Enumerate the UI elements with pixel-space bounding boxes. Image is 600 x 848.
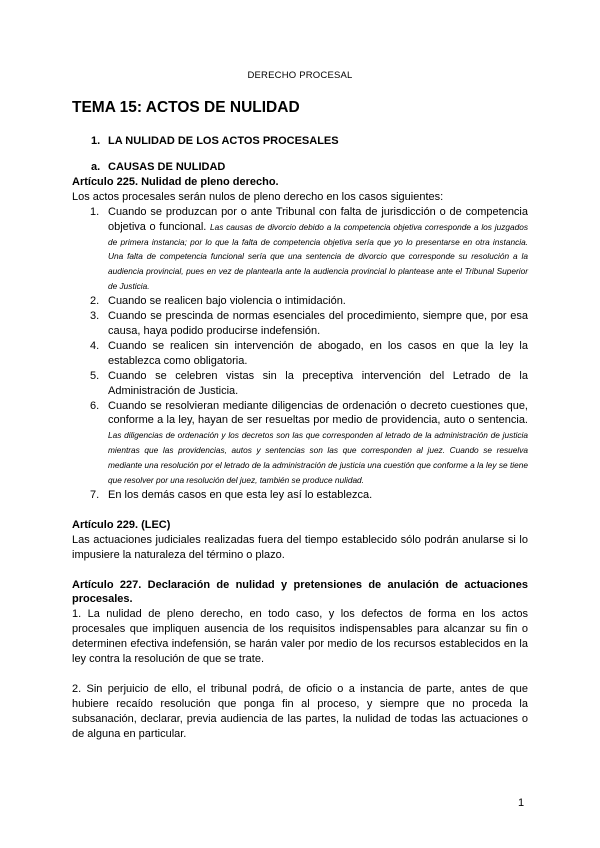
list-item-number: 7.	[90, 488, 100, 501]
article-229-text: Las actuaciones judiciales realizadas fuera del tiempo establecido sólo podrán anularse si lo impusiere la naturaleza del término o plazo.	[72, 533, 528, 561]
list-item-text: Cuando se prescinda de normas esenciales del procedimiento, siempre que, por esa causa, haya podido producirse indefensión.	[108, 310, 528, 337]
list-item	[72, 309, 528, 339]
list-item-text: Cuando se celebren vistas sin la preceptiva intervención del Letrado de la Administración de Justicia.	[108, 369, 528, 397]
subsection-heading	[72, 160, 528, 175]
document-body	[72, 160, 528, 742]
article-225-list	[72, 205, 528, 503]
running-header: DERECHO PROCESAL	[247, 70, 353, 81]
section-number: 1.	[91, 135, 101, 147]
article-225-heading: Artículo 225. Nulidad de pleno derecho.	[72, 175, 279, 188]
list-item	[72, 205, 528, 294]
annotation-note: Las causas de divorcio debido a la competencia objetiva corresponde a los juzgados de primera instancia; por lo que la falta de competencia objetiva sería que yo lo presentarse en otra instancia. Una falta de competencia funcional sería que una sentencia de divorcio que corresponde su resolución a la audiencia provincial, pues en vez de plantearla ante la audiencia provincial lo plantease ante el Tribunal Superior de Justicia.	[108, 221, 529, 292]
article-227-paragraph-2: 2. Sin perjuicio de ello, el tribunal podrá, de oficio o a instancia de parte, antes de que hubiere recaído resolución que ponga fin al proceso, y siempre que no proceda la subsanación, declarar, previa audiencia de las partes, la nulidad de todas las actuaciones o de alguna en particular.	[72, 683, 528, 740]
section-heading	[91, 135, 339, 147]
list-item-number: 2.	[90, 295, 100, 308]
list-item-number: 3.	[90, 310, 100, 323]
list-item	[72, 399, 528, 488]
list-item-number: 5.	[90, 369, 100, 382]
list-item	[72, 488, 528, 503]
page-title: TEMA 15: ACTOS DE NULIDAD	[72, 99, 300, 116]
list-item-number: 6.	[90, 399, 100, 412]
list-item	[72, 369, 528, 399]
annotation-note: Las diligencias de ordenación y los decretos son las que corresponden al letrado de la administración de justicia mientras que las providencias, autos y sentencias son las que corresponden al juez. Cuando se resuelva mediante una resolución por el letrado de la administración de justicia una cuestión que conforme a la ley se tiene que resolver por una resolución del juez, también se produce nulidad.	[108, 430, 528, 486]
list-item	[72, 339, 528, 369]
page-number: 1	[518, 797, 525, 809]
article-229-heading: Artículo 229. (LEC)	[72, 518, 171, 531]
list-item	[72, 294, 528, 309]
subsection-title: CAUSAS DE NULIDAD	[108, 161, 226, 173]
list-item-text: En los demás casos en que esta ley así lo establezca.	[108, 488, 373, 501]
list-item-text: Cuando se realicen bajo violencia o intimidación.	[108, 295, 346, 308]
article-227-heading: Artículo 227. Declaración de nulidad y pretensiones de anulación de actuaciones procesales.	[72, 578, 528, 606]
list-item-text: Cuando se realicen sin intervención de abogado, en los casos en que la ley la establezca como obligatoria.	[108, 339, 528, 367]
list-item-number: 4.	[90, 339, 100, 352]
section-title: LA NULIDAD DE LOS ACTOS PROCESALES	[108, 135, 339, 147]
list-item-text: Cuando se produzcan por o ante Tribunal con falta de jurisdicción o de competencia objetiva o funcional.	[108, 205, 528, 233]
subsection-letter: a.	[91, 161, 101, 173]
list-item-number: 1.	[90, 205, 100, 218]
article-227-paragraph-1: 1. La nulidad de pleno derecho, en todo caso, y los defectos de forma en los actos procesales que impliquen ausencia de los requisitos indispensables para alcanzar su fin o determinen efectiva indefensión, se harán valer por medio de los recursos establecidos en la ley contra la resolución de que se trate.	[72, 608, 528, 666]
article-225-intro: Los actos procesales serán nulos de pleno derecho en los casos siguientes:	[72, 190, 444, 203]
list-item-text: Cuando se resolvieran mediante diligencias de ordenación o decreto cuestiones que, conforme a la ley, hayan de ser resueltas por medio de providencia, auto o sentencia.	[108, 399, 528, 427]
